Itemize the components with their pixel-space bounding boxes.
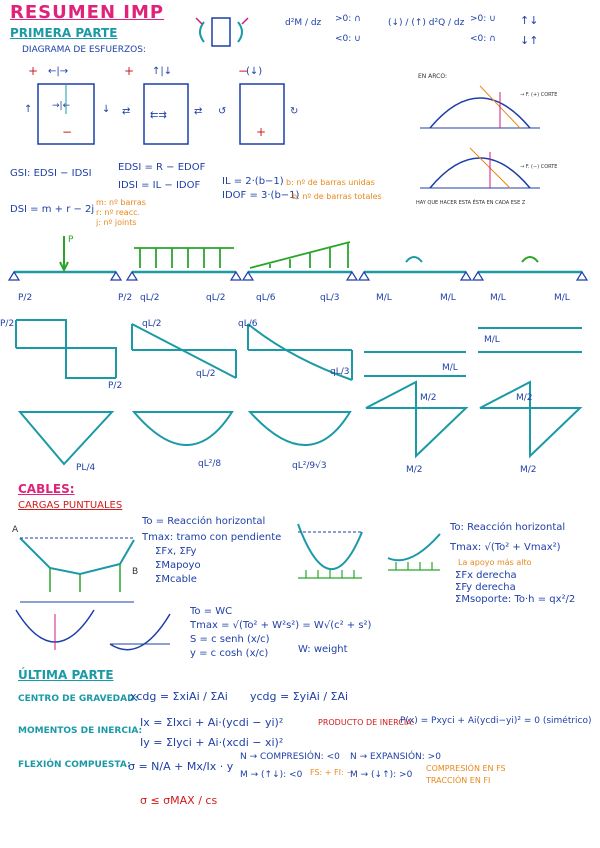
cable2-apoyo-alto: La apoyo más alto	[458, 558, 532, 567]
m-note2: TRACCIÓN EN FI	[426, 776, 491, 785]
rotation-element-icon	[190, 14, 260, 50]
svg-text:qL/2: qL/2	[142, 319, 162, 329]
cable-sum2: ΣMapoyo	[155, 560, 201, 571]
svg-text:qL/3: qL/3	[330, 367, 350, 377]
svg-text:P/2: P/2	[18, 293, 33, 303]
moment-derivative: d²M / dz	[285, 18, 322, 28]
catenary-eq4: y = c cosh (x/c)	[190, 648, 269, 659]
rotation-derivative: (↓) / (↑) d²Q / dz	[388, 18, 465, 28]
catenary-diagrams	[10, 604, 180, 660]
cable-sum3: ΣMcable	[155, 574, 197, 585]
svg-text:⇄: ⇄	[122, 106, 131, 117]
il-note: b: nº de barras unidas	[286, 178, 375, 187]
svg-text:⇇⇉: ⇇⇉	[150, 110, 167, 121]
arch-inset-sketch	[410, 68, 590, 208]
n-expansion: N → EXPANSIÓN: >0	[350, 752, 441, 762]
svg-text:qL/6: qL/6	[238, 319, 258, 329]
cable-sum1: ΣFx, ΣFy	[155, 546, 197, 557]
svg-text:P/2: P/2	[118, 293, 133, 303]
svg-text:qL²/8: qL²/8	[198, 459, 222, 469]
svg-text:M/L: M/L	[442, 363, 458, 373]
svg-text:qL/2: qL/2	[206, 293, 226, 303]
inset-en-arco: EN ARCO:	[418, 73, 447, 80]
beam-diagrams	[0, 228, 600, 480]
sign-plus-normal: +	[28, 64, 39, 78]
svg-text:(↓): (↓)	[246, 66, 263, 77]
moment-positive-rule: >0: ∩	[335, 14, 361, 24]
svg-text:↺: ↺	[218, 106, 227, 117]
svg-text:qL/2: qL/2	[140, 293, 160, 303]
rotation-negative-rule: <0: ∩	[470, 34, 496, 44]
idof-formula: IDOF = 3·(b−1)	[222, 190, 300, 201]
m-rot1-note: FS: + FI: −	[310, 768, 353, 777]
svg-text:B: B	[132, 567, 139, 577]
svg-text:↻: ↻	[290, 106, 299, 117]
svg-text:A: A	[12, 525, 19, 535]
prod-inertia-label: PRODUCTO DE INERCIA:	[318, 718, 415, 727]
svg-text:↓: ↓	[102, 104, 111, 115]
svg-text:M/L: M/L	[440, 293, 456, 303]
edsi-formula: EDSI = R − EDOF	[118, 162, 206, 173]
n-compresion: N → COMPRESIÓN: <0	[240, 752, 340, 762]
sign-plus-shear: +	[124, 64, 135, 78]
svg-text:HAY QUE HACER ESTA ÉSTA EN CAD: HAY QUE HACER ESTA ÉSTA EN CADA ESE Z	[416, 200, 526, 206]
svg-text:qL/2: qL/2	[196, 369, 216, 379]
svg-text:qL/6: qL/6	[256, 293, 276, 303]
cable2-sum3: ΣMsoporte: To·h = qx²/2	[455, 594, 576, 605]
svg-text:P/2: P/2	[0, 319, 15, 329]
svg-text:PL/4: PL/4	[76, 463, 96, 473]
gsi-formula: GSI: EDSI − IDSI	[10, 168, 92, 179]
iy-formula: Iy = ΣIyci + Ai·(xcdi − xi)²	[140, 736, 284, 749]
cable2-to: To: Reacción horizontal	[450, 522, 566, 533]
sign-minus-moment: −	[238, 64, 249, 78]
page-title: RESUMEN IMP	[10, 2, 165, 23]
cable-tmax-formula: Tmax: tramo con pendiente	[142, 532, 282, 543]
catenary-eq1: To = WC	[190, 606, 233, 617]
svg-text:M/2: M/2	[516, 393, 533, 403]
section-ultima-parte: ÚLTIMA PARTE	[18, 668, 114, 682]
legend-m: m: nº barras	[96, 198, 146, 207]
catenary-eq3: S = c senh (x/c)	[190, 634, 270, 645]
svg-text:+: +	[256, 125, 267, 139]
svg-text:↑: ↑	[24, 104, 33, 115]
m-rot2: M → (↓↑): >0	[350, 770, 413, 780]
m-rot1: M → (↑↓): <0	[240, 770, 303, 780]
section-primera-parte: PRIMERA PARTE	[10, 26, 118, 40]
xcdg-formula: xcdg = ΣxiAi / ΣAi	[130, 690, 228, 703]
arrows-bottom: ↓↑	[520, 34, 539, 47]
cables-title: CABLES:	[18, 482, 75, 496]
svg-text:M/L: M/L	[484, 335, 500, 345]
svg-text:↑|↓: ↑|↓	[152, 66, 173, 77]
svg-text:M/2: M/2	[406, 465, 423, 475]
sigma-formula: σ = N/A + Mx/Ix · y	[128, 760, 234, 773]
svg-text:M/L: M/L	[490, 293, 506, 303]
ycdg-formula: ycdg = ΣyiAi / ΣAi	[250, 690, 349, 703]
cable2-sum2: ΣFy derecha	[455, 582, 516, 593]
m-note1: COMPRESIÓN EN FS	[426, 764, 506, 773]
catenary-eq2: Tmax = √(To² + W²s²) = W√(c² + s²)	[190, 620, 372, 631]
flexion-label: FLEXIÓN COMPUESTA:	[18, 760, 131, 770]
svg-text:qL/3: qL/3	[320, 293, 340, 303]
svg-text:M/L: M/L	[376, 293, 392, 303]
inertia-label: MOMENTOS DE INERCIA:	[18, 726, 143, 736]
idsi-formula: IDSI = IL − IDOF	[118, 180, 201, 191]
cable-point-loads-diagram	[10, 518, 145, 608]
legend-r: r: nº reacc.	[96, 208, 141, 217]
catenary-weight: W: weight	[298, 644, 348, 655]
arrows-top: ↑↓	[520, 14, 539, 27]
idof-note: b: nº de barras totales	[292, 192, 382, 201]
cable-distributed-diagram	[290, 510, 450, 592]
svg-text:M/2: M/2	[520, 465, 537, 475]
diagram-esfuerzos-label: DIAGRAMA DE ESFUERZOS:	[22, 45, 146, 55]
cable2-tmax: Tmax: √(To² + Vmax²)	[450, 542, 561, 553]
il-formula: IL = 2·(b−1)	[222, 176, 284, 187]
svg-text:M/L: M/L	[554, 293, 570, 303]
svg-text:→ F. (+) CORTE: → F. (+) CORTE	[520, 92, 558, 98]
ix-formula: Ix = ΣIxci + Ai·(ycdi − yi)²	[140, 716, 284, 729]
cables-subtitle: CARGAS PUNTUALES	[18, 500, 123, 511]
svg-text:qL²/9√3: qL²/9√3	[292, 461, 327, 471]
svg-text:M/2: M/2	[420, 393, 437, 403]
cable2-sum1: ΣFx derecha	[455, 570, 517, 581]
svg-text:→ F. (−) CORTE: → F. (−) CORTE	[520, 164, 558, 170]
legend-j: j: nº joints	[96, 218, 137, 227]
svg-text:⇄: ⇄	[194, 106, 203, 117]
dsi-formula: DSI = m + r − 2j	[10, 204, 95, 215]
svg-text:←|→: ←|→	[48, 66, 69, 77]
sign-convention-diagrams	[18, 64, 318, 154]
svg-text:→|←: →|←	[52, 101, 71, 111]
svg-text:P: P	[68, 235, 74, 245]
cg-label: CENTRO DE GRAVEDAD:	[18, 694, 139, 704]
moment-negative-rule: <0: ∪	[335, 34, 361, 44]
svg-text:−: −	[62, 125, 73, 139]
cable-to-formula: To = Reacción horizontal	[142, 516, 266, 527]
rotation-positive-rule: >0: ∪	[470, 14, 496, 24]
pxy-formula: P(x) = Pxyci + Ai(ycdi−yi)² = 0 (simétrico)	[400, 716, 592, 726]
svg-text:P/2: P/2	[108, 381, 123, 391]
sigma-admissible: σ ≤ σMAX / cs	[140, 794, 218, 807]
